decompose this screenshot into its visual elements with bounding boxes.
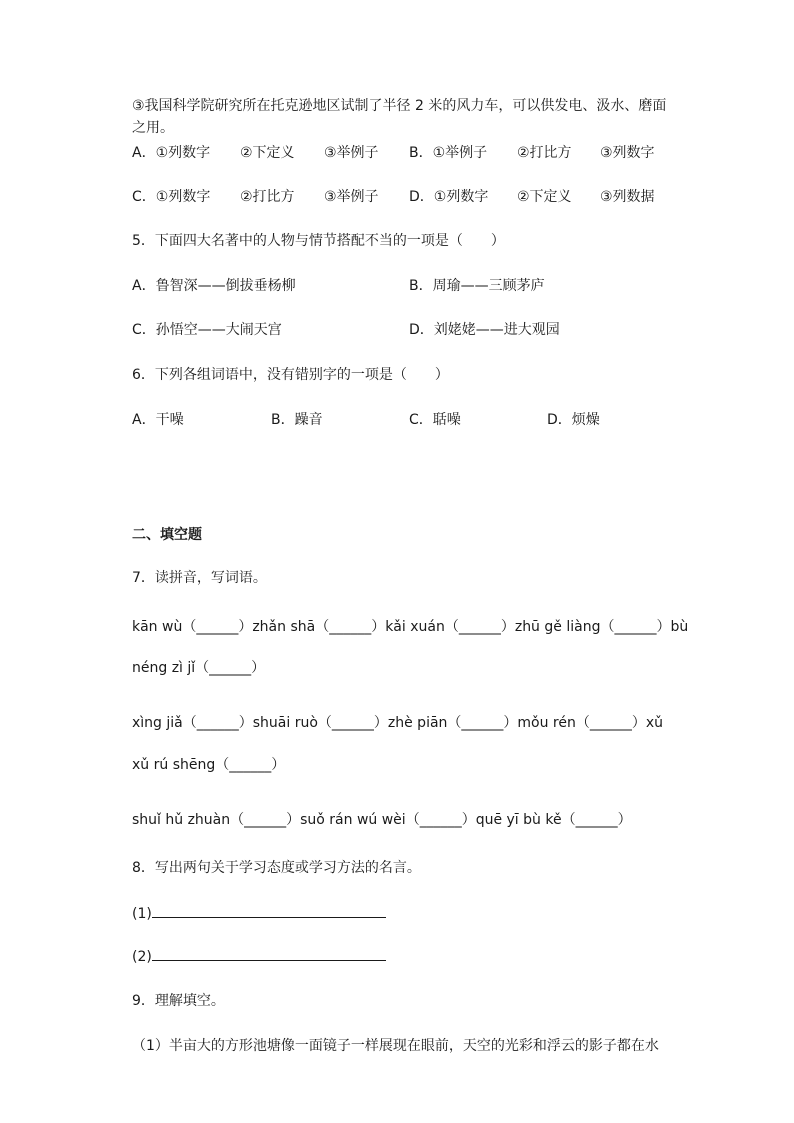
answer-underline[interactable] (152, 903, 386, 918)
q5-option-c: C．孙悟空——大闹天宫 (132, 322, 282, 338)
option-part: ③列数据 (600, 189, 655, 205)
q6-option-b: B．躁音 (271, 412, 323, 428)
option-part: ②下定义 (517, 189, 572, 205)
option-part: ②下定义 (240, 145, 295, 161)
option-part: ②打比方 (240, 189, 295, 205)
q7-stem: 7．读拼音，写词语。 (132, 570, 267, 586)
option-part: B．①举例子 (409, 145, 488, 161)
option-part: C．①列数字 (132, 189, 211, 205)
q8-stem: 8．写出两句关于学习态度或学习方法的名言。 (132, 860, 421, 876)
q9-stem: 9．理解填空。 (132, 993, 225, 1009)
q7-pinyin-line: xìng jiǎ（______）shuāi ruò（______）zhè piān（______）mǒu rén（______）xǔ (132, 715, 664, 731)
q4-item3-line2: 之用。 (132, 120, 174, 136)
section-title: 二、填空题 (132, 527, 202, 543)
q8-answer-2[interactable] (132, 946, 386, 967)
q6-stem: 6．下列各组词语中，没有错别字的一项是（ ） (132, 367, 449, 383)
option-part: ②打比方 (517, 145, 572, 161)
q5-option-a: A．鲁智深——倒拔垂杨柳 (132, 278, 296, 294)
q7-pinyin-line: shuǐ hǔ zhuàn（______）suǒ rán wú wèi（______）quē yī bù kě（______） (132, 812, 632, 828)
q7-pinyin-line: néng zì jǐ（______） (132, 660, 266, 676)
q6-option-c: C．聒噪 (409, 412, 461, 428)
option-part: ③举例子 (324, 189, 379, 205)
q8-answer-label: (2) (132, 949, 152, 965)
q6-option-d: D．烦燥 (547, 412, 600, 428)
option-part: D．①列数字 (409, 189, 489, 205)
answer-underline[interactable] (152, 946, 386, 961)
q6-option-a: A．干噪 (132, 412, 184, 428)
q7-pinyin-line: xǔ rú shēng（______） (132, 757, 286, 773)
q4-item3-line1: ③我国科学院研究所在托克逊地区试制了半径 2 米的风力车，可以供发电、汲水、磨面 (132, 98, 667, 114)
q7-pinyin-line: kān wù（______）zhǎn shā（______）kǎi xuán（______）zhū gě liàng（______）bù (132, 619, 689, 635)
option-part: ③列数字 (600, 145, 655, 161)
q5-option-d: D．刘姥姥——进大观园 (409, 322, 560, 338)
q8-answer-label: (1) (132, 906, 152, 922)
option-part: A．①列数字 (132, 145, 211, 161)
q5-stem: 5．下面四大名著中的人物与情节搭配不当的一项是（ ） (132, 233, 505, 249)
q5-option-b: B．周瑜——三顾茅庐 (409, 278, 545, 294)
option-part: ③举例子 (324, 145, 379, 161)
q8-answer-1[interactable] (132, 903, 386, 924)
q9-item1: （1）半亩大的方形池塘像一面镜子一样展现在眼前，天空的光彩和浮云的影子都在水 (132, 1038, 659, 1054)
